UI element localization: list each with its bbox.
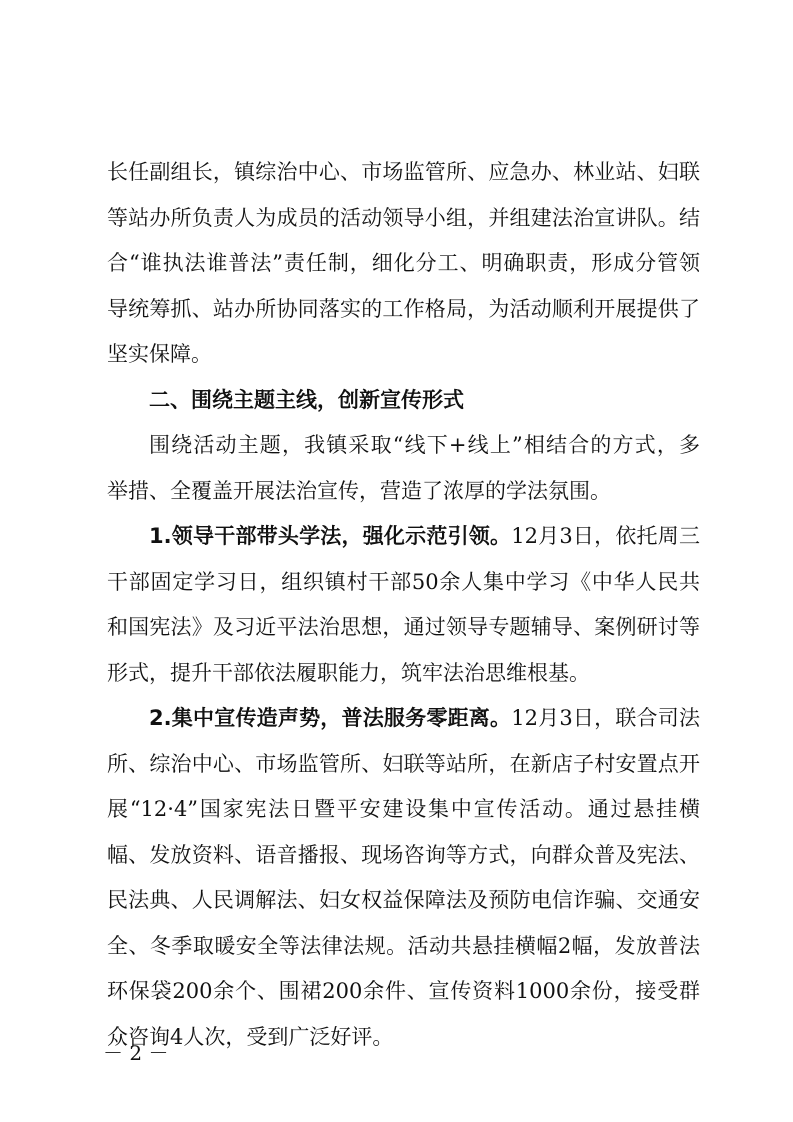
paragraph-line: 坚实保障。 bbox=[107, 342, 212, 366]
paragraph-line: 全、冬季取暖安全等法律法规。活动共悬挂横幅2幅，发放普法 bbox=[107, 933, 700, 958]
paragraph-line: 导统筹抓、站办所协同落实的工作格局，为活动顺利开展提供了 bbox=[107, 296, 700, 321]
document-body bbox=[107, 150, 700, 1060]
paragraph-line: 长任副组长，镇综治中心、市场监管所、应急办、林业站、妇联 bbox=[107, 160, 700, 184]
paragraph-line: 幅、发放资料、语音播报、现场咨询等方式，向群众普及宪法、 bbox=[107, 842, 700, 867]
paragraph-line: 展“12·4”国家宪法日暨平安建设集中宣传活动。通过悬挂横 bbox=[107, 797, 700, 821]
paragraph-line: 所、综治中心、市场监管所、妇联等站所，在新店子村安置点开 bbox=[107, 751, 700, 776]
item2-title: 2.集中宣传造声势，普法服务零距离。 bbox=[149, 706, 512, 730]
paragraph-line: 形式，提升干部依法履职能力，筑牢法治思维根基。 bbox=[107, 660, 590, 685]
paragraph-line: 合“谁执法谁普法”责任制，细化分工、明确职责，形成分管领 bbox=[107, 251, 700, 275]
page-number: － 2 － bbox=[103, 1041, 169, 1065]
item1-title: 1.领导干部带头学法，强化示范引领。 bbox=[149, 524, 512, 548]
item2-first-line bbox=[107, 696, 700, 742]
paragraph-line: 举措、全覆盖开展法治宣传，营造了浓厚的学法氛围。 bbox=[107, 478, 611, 503]
item1-first-line-rest: 12月3日，依托周三 bbox=[511, 524, 700, 548]
item1-first-line bbox=[107, 514, 700, 560]
paragraph-line: 和国宪法》及习近平法治思想，通过领导专题辅导、案例研讨等 bbox=[107, 615, 700, 639]
paragraph-line: 众咨询4人次，受到广泛好评。 bbox=[107, 1024, 394, 1049]
paragraph-line: 等站办所负责人为成员的活动领导小组，并组建法治宣讲队。结 bbox=[107, 205, 700, 230]
paragraph-line: 民法典、人民调解法、妇女权益保障法及预防电信诈骗、交通安 bbox=[107, 888, 700, 912]
item2-first-line-rest: 12月3日，联合司法 bbox=[511, 706, 700, 730]
paragraph-line: 围绕活动主题，我镇采取“线下+线上”相结合的方式，多 bbox=[149, 433, 700, 457]
section-heading: 二、围绕主题主线，创新宣传形式 bbox=[149, 387, 464, 412]
paragraph-line: 干部固定学习日，组织镇村干部50余人集中学习《中华人民共 bbox=[107, 569, 700, 594]
paragraph-line: 环保袋200余个、围裙200余件、宣传资料1000余份，接受群 bbox=[107, 979, 700, 1003]
